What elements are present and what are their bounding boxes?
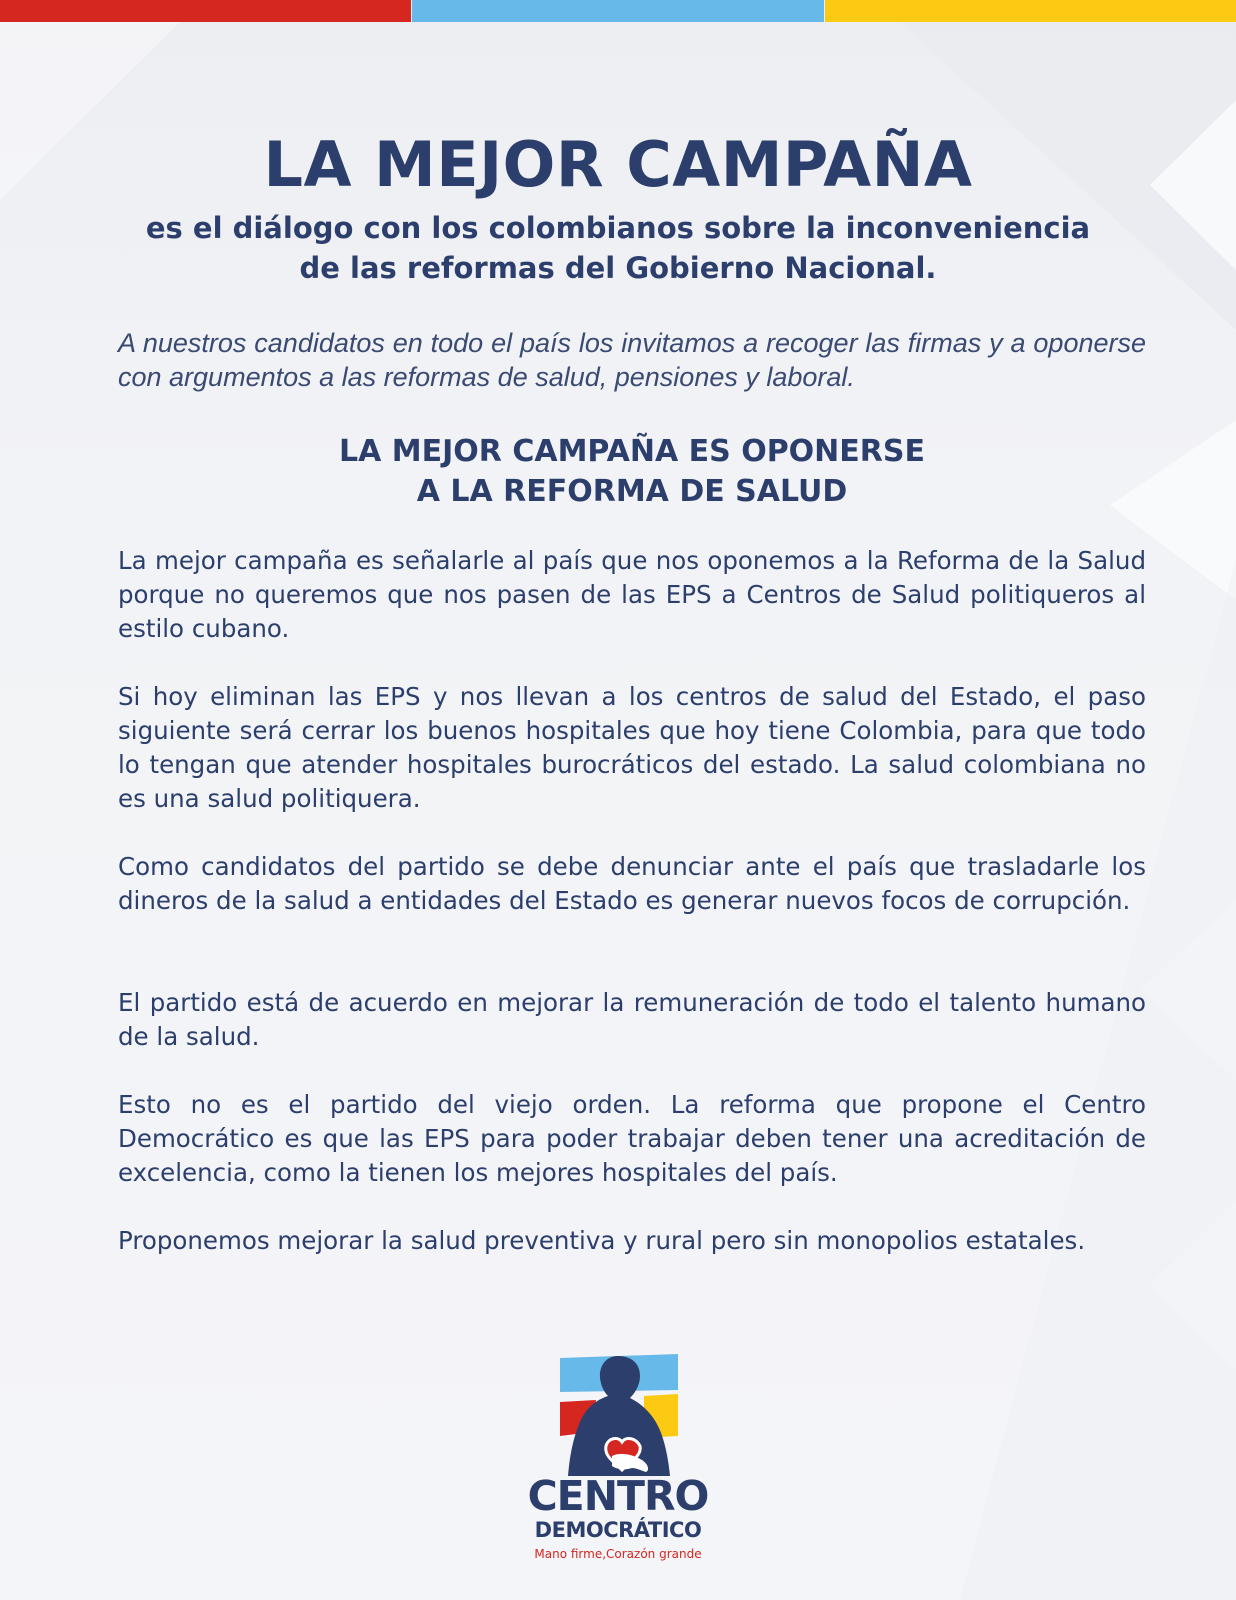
body-paragraph: Esto no es el partido del viejo orden. La reforma que propone el Centro Democrático es que las EPS para poder trabajar deben tener una acreditación de excelencia, como la tienen los mejores hospitales del país. bbox=[118, 1090, 1146, 1187]
flag-bar-red bbox=[0, 0, 411, 22]
logo-word-democratico: DEMOCRÁTICO bbox=[534, 1518, 702, 1542]
intro-paragraph: A nuestros candidatos en todo el país los invitamos a recoger las firmas y a oponerse con argumentos a las reformas de salud, pensiones y laboral. bbox=[118, 328, 1146, 392]
flag-bar-yellow bbox=[825, 0, 1236, 22]
logo-word-centro: CENTRO bbox=[527, 1472, 709, 1520]
subtitle-line: de las reformas del Gobierno Nacional. bbox=[299, 251, 937, 285]
section-heading-line: A LA REFORMA DE SALUD bbox=[416, 474, 848, 509]
body-paragraph: Como candidatos del partido se debe denunciar ante el país que trasladarle los dineros de la salud a entidades del Estado es generar nuevos focos de corrupción. bbox=[118, 852, 1146, 915]
body-paragraph: Proponemos mejorar la salud preventiva y rural pero sin monopolios estatales. bbox=[118, 1226, 1086, 1255]
page-subtitle bbox=[118, 208, 1118, 288]
logo-slogan: Mano firme,Corazón grande bbox=[534, 1547, 702, 1561]
person-heart-flag-icon bbox=[552, 1352, 684, 1476]
body-paragraph: La mejor campaña es señalarle al país que nos oponemos a la Reforma de la Salud porque no queremos que nos pasen de las EPS a Centros de Salud politiqueros al estilo cubano. bbox=[118, 546, 1146, 643]
subtitle-line: es el diálogo con los colombianos sobre la inconveniencia bbox=[145, 211, 1091, 245]
section-heading-line: LA MEJOR CAMPAÑA ES OPONERSE bbox=[339, 434, 925, 469]
body-paragraph: El partido está de acuerdo en mejorar la remuneración de todo el talento humano de la salud. bbox=[118, 988, 1146, 1051]
flag-bar-blue bbox=[412, 0, 824, 22]
section-heading bbox=[118, 432, 1146, 512]
body-paragraph: Si hoy eliminan las EPS y nos llevan a los centros de salud del Estado, el paso siguiente será cerrar los buenos hospitales que hoy tiene Colombia, para que todo lo tengan que atender hospitales burocráticos del estado. La salud colombiana no es una salud politiquera. bbox=[118, 682, 1146, 813]
page-title: LA MEJOR CAMPAÑA bbox=[263, 128, 973, 201]
flag-color-bar bbox=[0, 0, 1236, 22]
party-logo bbox=[518, 1352, 718, 1572]
